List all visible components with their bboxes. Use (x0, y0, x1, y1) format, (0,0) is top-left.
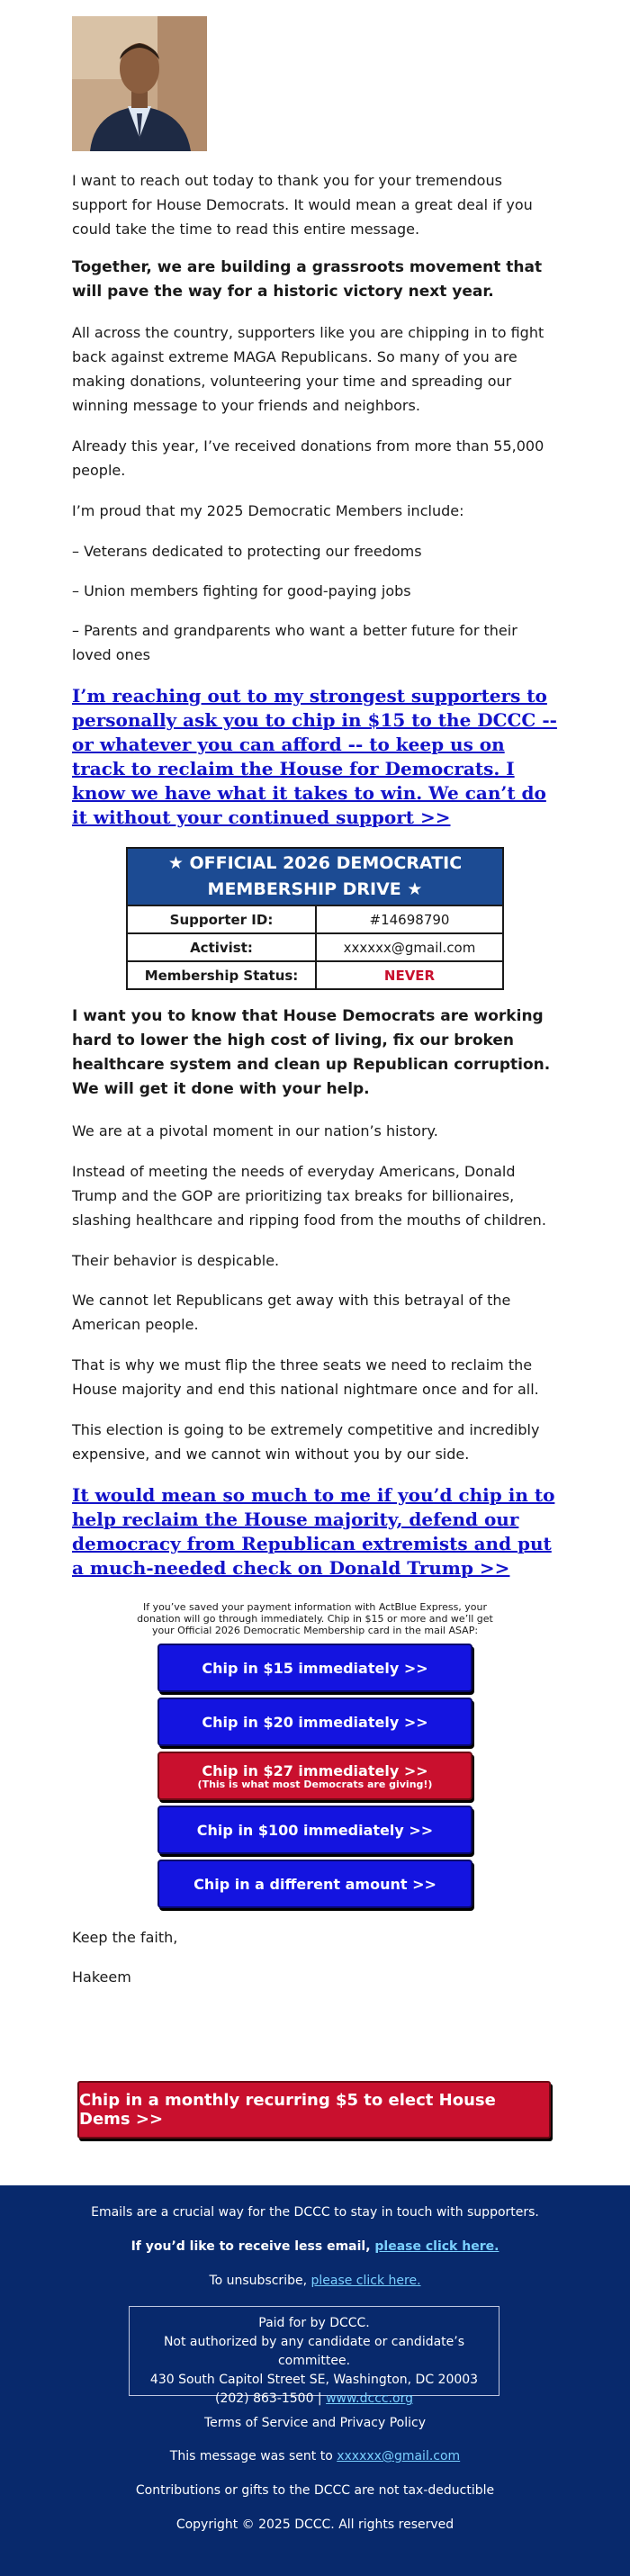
paragraph-8: That is why we must flip the three seats we need to reclaim the House majority and end this national nightmare once and for all. (72, 1356, 539, 1398)
membership-title: ★ OFFICIAL 2026 DEMOCRATIC MEMBERSHIP DRIVE ★ (127, 848, 503, 905)
paragraph-6: Their behavior is despicable. (72, 1252, 280, 1269)
sent-to-email-link[interactable]: xxxxxx@gmail.com (337, 2449, 461, 2463)
chip-in-27-label: Chip in $27 immediately >> (202, 1761, 428, 1779)
footer-less-email (0, 2239, 630, 2254)
contact-line (130, 2390, 499, 2409)
chip-in-other-label: Chip in a different amount >> (194, 1875, 436, 1893)
sent-to-text: This message was sent to (169, 2449, 338, 2463)
chip-in-100-label: Chip in $100 immediately >> (196, 1821, 434, 1839)
table-row (127, 905, 503, 933)
actblue-note: If you’ve saved your payment information with ActBlue Express, your donation will go through immediately. Chip in $15 or more and we’ll get your Official 2026 Democratic Membership card in the mail ASAP: (137, 1601, 493, 1636)
chip-in-20-button[interactable] (158, 1698, 472, 1746)
bold-statement-1: Together, we are building a grassroots movement that will pave the way for a historic victory next year. (72, 258, 543, 301)
paragraph-2: Already this year, I’ve received donations from more than 55,000 people. (72, 437, 544, 479)
paid-for-box (129, 2306, 500, 2406)
donate-link-1[interactable]: I’m reaching out to my strongest supporters to personally ask you to chip in $15 to the DCCC -- or whatever you can afford -- to keep us on track to reclaim the House for Democrats. I know we have what it takes to win. We can’t do it without your continued support >> (72, 685, 557, 828)
intro-paragraph: I want to reach out today to thank you for your tremendous support for House Democrats. It would mean a great deal if you could take the time to read this entire message. (72, 172, 533, 238)
chip-in-27-sublabel: (This is what most Democrats are giving!) (197, 1778, 433, 1790)
chip-in-other-button[interactable] (158, 1860, 472, 1908)
supporter-id-label: Supporter ID: (127, 905, 316, 933)
donate-link-2[interactable]: It would mean so much to me if you’d chip in to help reclaim the House majority, defend our democracy from Republican extremists and put a much-needed check on Donald Trump >> (72, 1484, 555, 1579)
paragraph-7: We cannot let Republicans get away with this betrayal of the American people. (72, 1292, 511, 1333)
paragraph-3: I’m proud that my 2025 Democratic Members include: (72, 502, 464, 519)
paid-for-line: Paid for by DCCC. (258, 2316, 370, 2330)
not-authorized-line: Not authorized by any candidate or candidate’s committee. (163, 2335, 465, 2368)
unsubscribe-link[interactable]: please click here. (310, 2274, 421, 2288)
chip-in-15-button[interactable] (158, 1644, 472, 1692)
footer (0, 2185, 630, 2576)
monthly-recurring-button[interactable] (77, 2081, 551, 2139)
bold-statement-2: I want you to know that House Democrats are working hard to lower the high cost of living, fix our broken healthcare system and clean up Republican corruption. We will get it done with your help. (72, 1007, 551, 1098)
membership-table (126, 847, 504, 990)
website-link[interactable]: www.dccc.org (326, 2391, 414, 2406)
sender-photo (72, 16, 207, 151)
less-email-link[interactable]: please click here. (374, 2239, 500, 2254)
phone-number: (202) 863-1500 | (214, 2391, 327, 2406)
list-item-union: – Union members fighting for good-paying jobs (72, 582, 411, 599)
monthly-recurring-label: Chip in a monthly recurring $5 to elect House Dems >> (79, 2091, 496, 2129)
paragraph-4: We are at a pivotal moment in our nation’s history. (72, 1122, 438, 1139)
list-item-parents: – Parents and grandparents who want a better future for their loved ones (72, 622, 518, 663)
less-email-text: If you’d like to receive less email, (130, 2239, 375, 2254)
copyright: Copyright © 2025 DCCC. All rights reserved (176, 2517, 454, 2532)
list-item-veterans: – Veterans dedicated to protecting our freedoms (72, 543, 422, 560)
table-row (127, 961, 503, 989)
chip-in-15-label: Chip in $15 immediately >> (202, 1659, 428, 1677)
terms-link[interactable]: Terms of Service and Privacy Policy (203, 2416, 426, 2430)
chip-in-27-button[interactable] (158, 1752, 472, 1800)
chip-in-100-button[interactable] (158, 1806, 472, 1854)
address-line: 430 South Capitol Street SE, Washington, DC 20003 (149, 2373, 479, 2387)
membership-status-label: Membership Status: (127, 961, 316, 989)
chip-in-20-label: Chip in $20 immediately >> (202, 1713, 428, 1731)
membership-status-value: NEVER (316, 961, 503, 989)
portrait-image (72, 16, 207, 151)
paragraph-1: All across the country, supporters like you are chipping in to fight back against extreme MAGA Republicans. So many of you are making donations, volunteering your time and spreading our winning message to your friends and neighbors. (72, 324, 544, 414)
supporter-id-value: #14698790 (316, 905, 503, 933)
activist-label: Activist: (127, 933, 316, 961)
paragraph-9: This election is going to be extremely competitive and incredibly expensive, and we cannot win without you by our side. (72, 1421, 540, 1463)
paragraph-5: Instead of meeting the needs of everyday Americans, Donald Trump and the GOP are prioritizing tax breaks for billionaires, slashing healthcare and ripping food from the mouths of children. (72, 1163, 546, 1229)
tax-note: Contributions or gifts to the DCCC are not tax-deductible (135, 2483, 495, 2498)
table-row (127, 933, 503, 961)
signoff: Keep the faith, (72, 1929, 178, 1946)
footer-intro: Emails are a crucial way for the DCCC to stay in touch with supporters. (91, 2205, 539, 2220)
unsubscribe-text: To unsubscribe, (209, 2274, 311, 2288)
footer-sent-to (0, 2449, 630, 2463)
signature: Hakeem (72, 1968, 131, 1986)
footer-unsubscribe (0, 2274, 630, 2288)
activist-value: xxxxxx@gmail.com (316, 933, 503, 961)
